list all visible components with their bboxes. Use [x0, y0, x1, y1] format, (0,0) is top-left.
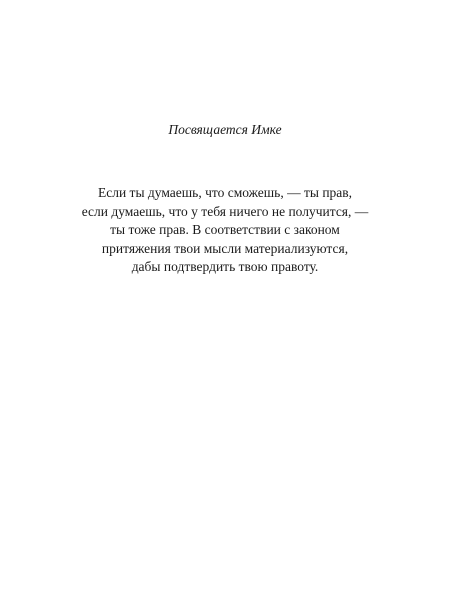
- epigraph-line: притяжения твои мысли материализуются,: [101, 240, 349, 256]
- epigraph: [40, 184, 410, 277]
- epigraph-line: если думаешь, что у тебя ничего не получится, —: [81, 203, 369, 219]
- dedication-text: Посвящается Имке: [168, 122, 282, 137]
- epigraph-line: ты тоже прав. В соответствии с законом: [110, 222, 340, 237]
- epigraph-line: дабы подтвердить твою правоту.: [131, 259, 319, 274]
- epigraph-line: Если ты думаешь, что сможешь, — ты прав,: [97, 185, 353, 200]
